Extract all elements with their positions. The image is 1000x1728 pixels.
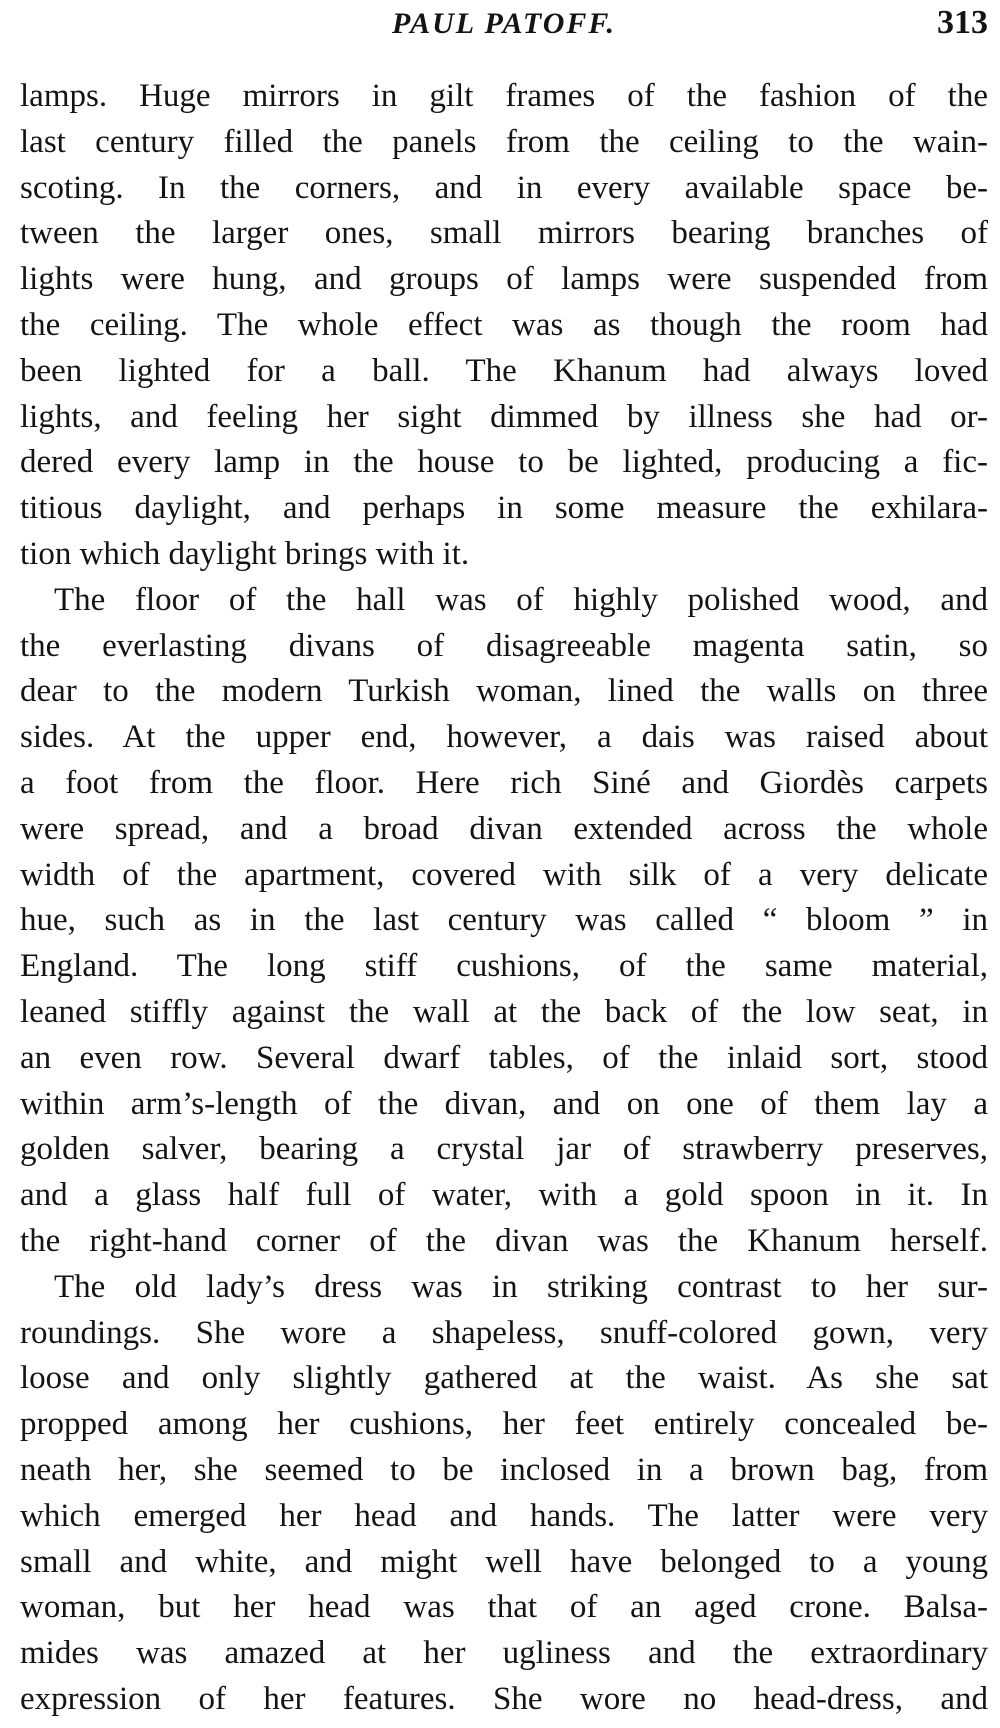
text-line: loose and only slightly gathered at the waist. As she sat <box>20 1360 988 1397</box>
text-line: The floor of the hall was of highly polished wood, and <box>54 581 988 618</box>
text-line: sides. At the upper end, however, a dais was raised about <box>20 719 988 756</box>
text-line: neath her, she seemed to be inclosed in a brown bag, from <box>20 1451 988 1488</box>
text-line: expression of her features. She wore no head-dress, and <box>20 1680 988 1717</box>
text-line: woman, but her head was that of an aged crone. Balsa- <box>20 1589 988 1626</box>
text-line: hue, such as in the last century was called “ bloom ” in <box>20 902 988 939</box>
text-line: titious daylight, and perhaps in some measure the exhilara- <box>20 490 988 527</box>
text-line: propped among her cushions, her feet entirely concealed be- <box>20 1406 988 1443</box>
paragraph <box>20 74 988 578</box>
text-line: England. The long stiff cushions, of the same material, <box>20 948 988 985</box>
text-line: a foot from the floor. Here rich Siné and Giordès carpets <box>20 764 988 801</box>
text-line: The old lady’s dress was in striking contrast to her sur- <box>54 1268 988 1305</box>
text-line: tion which daylight brings with it. <box>20 535 470 572</box>
text-line: last century filled the panels from the ceiling to the wain- <box>20 123 988 160</box>
running-head <box>20 0 988 52</box>
text-line: lights, and feeling her sight dimmed by illness she had or- <box>20 398 988 435</box>
text-line: roundings. She wore a shapeless, snuff-colored gown, very <box>20 1314 988 1351</box>
text-line: dered every lamp in the house to be lighted, producing a fic- <box>20 444 988 481</box>
text-line: tween the larger ones, small mirrors bearing branches of <box>20 215 988 252</box>
text-line: been lighted for a ball. The Khanum had always loved <box>20 352 988 389</box>
text-line: an even row. Several dwarf tables, of the inlaid sort, stood <box>20 1039 988 1076</box>
text-line: the right-hand corner of the divan was the Khanum herself. <box>20 1222 988 1259</box>
text-line: the everlasting divans of disagreeable magenta satin, so <box>20 627 988 664</box>
text-line: within arm’s-length of the divan, and on one of them lay a <box>20 1085 988 1122</box>
text-line: small and white, and might well have belonged to a young <box>20 1543 988 1580</box>
text-line: and a glass half full of water, with a gold spoon in it. In <box>20 1177 988 1214</box>
text-line: were spread, and a broad divan extended across the whole <box>20 810 988 847</box>
running-title: PAUL PATOFF. <box>391 7 617 40</box>
text-line: lamps. Huge mirrors in gilt frames of the fashion of the <box>20 78 988 114</box>
text-line: the ceiling. The whole effect was as though the room had <box>20 306 988 343</box>
text-line: width of the apartment, covered with silk of a very delicate <box>20 856 988 893</box>
page-number: 313 <box>937 4 988 41</box>
body-text <box>20 74 988 1723</box>
text-line: which emerged her head and hands. The latter were very <box>20 1497 988 1534</box>
text-line: golden salver, bearing a crystal jar of strawberry preserves, <box>20 1131 988 1168</box>
text-line: scoting. In the corners, and in every available space be- <box>20 169 988 206</box>
text-line: leaned stiffly against the wall at the back of the low seat, in <box>20 993 988 1030</box>
paragraph <box>20 1265 988 1723</box>
paragraph <box>20 578 988 1265</box>
text-line: mides was amazed at her ugliness and the extraordinary <box>20 1635 988 1672</box>
text-line: lights were hung, and groups of lamps were suspended from <box>20 261 988 298</box>
book-page <box>20 0 988 1728</box>
text-line: dear to the modern Turkish woman, lined the walls on three <box>20 673 988 710</box>
